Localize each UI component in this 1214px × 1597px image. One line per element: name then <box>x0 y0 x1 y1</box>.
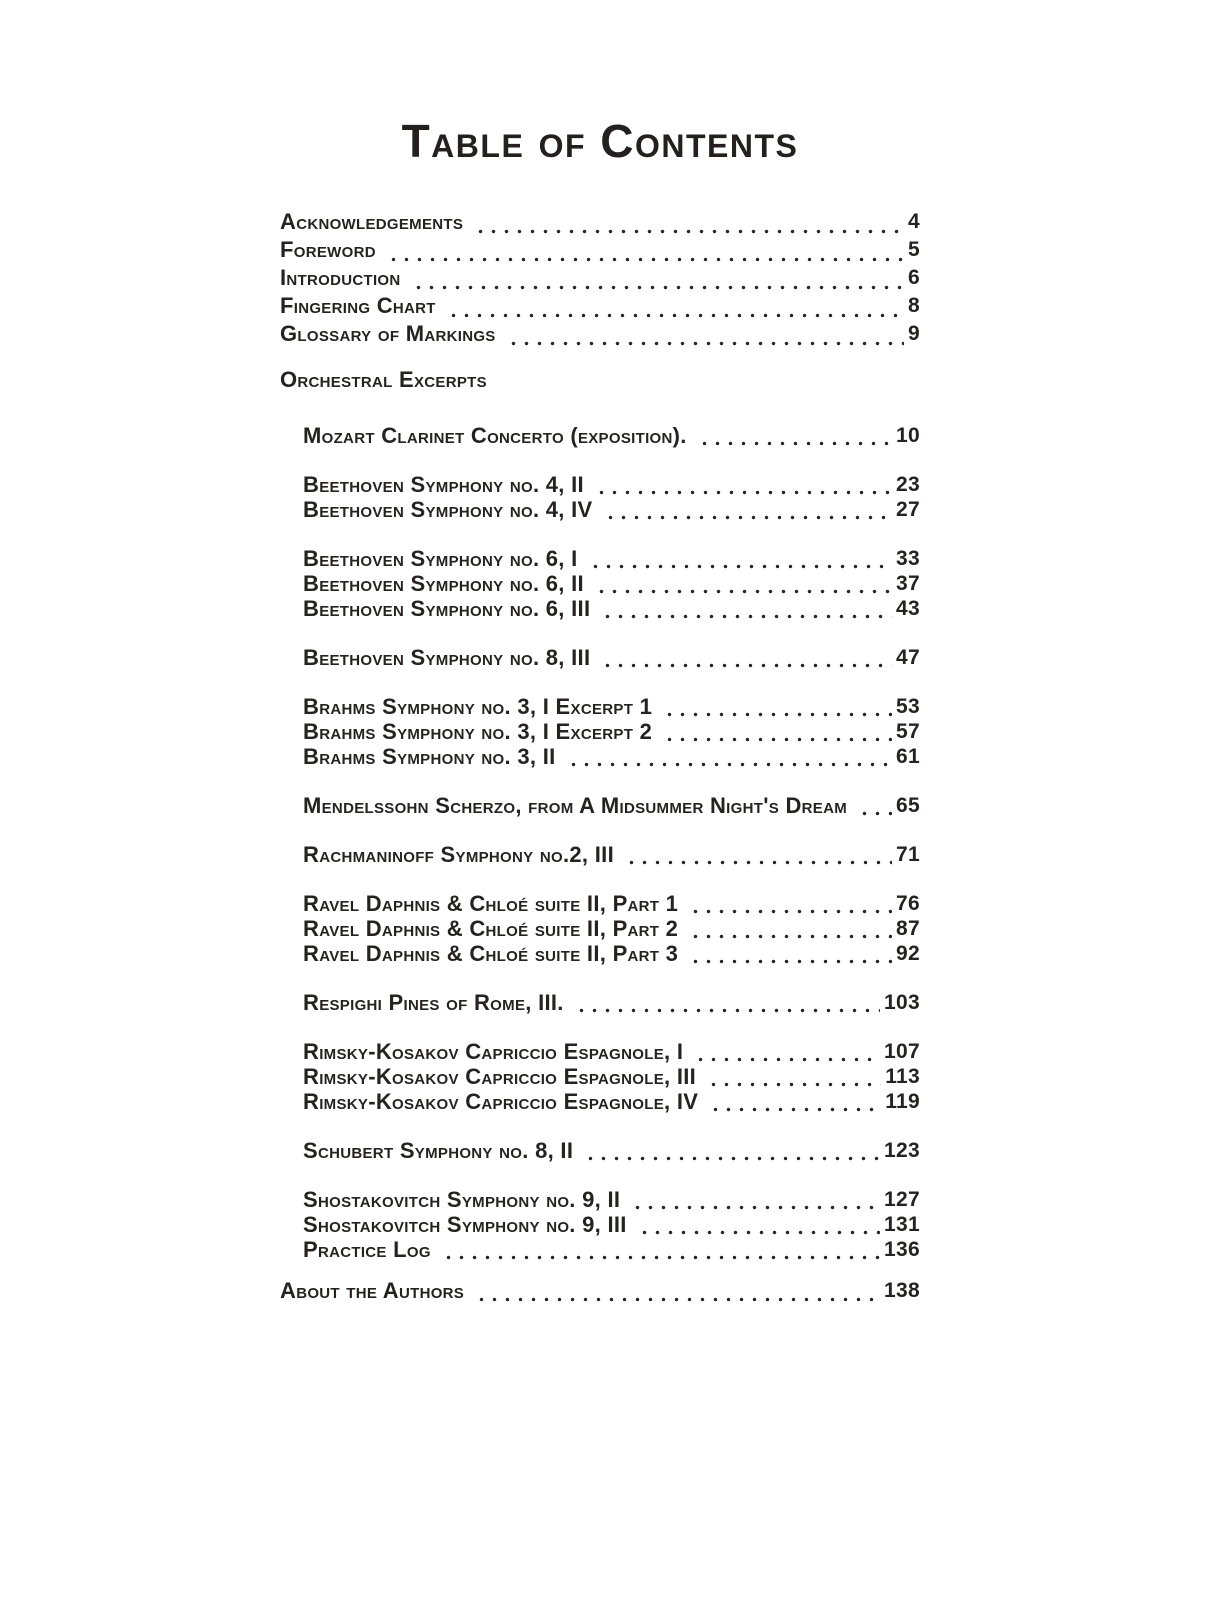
toc-group <box>280 694 920 769</box>
toc-row <box>280 292 920 320</box>
toc-entry-label: Rimsky-Kosakov Capriccio Espagnole, III <box>303 1064 697 1089</box>
page-title: Table of Contents <box>401 115 799 167</box>
toc-row <box>280 891 920 916</box>
dot-leader <box>505 320 904 348</box>
toc-row <box>280 320 920 348</box>
toc-row <box>280 694 920 719</box>
toc-entry-label: Brahms Symphony no. 3, II <box>303 744 556 769</box>
dot-leader <box>410 264 904 292</box>
toc-entry-label: About the Authors <box>280 1278 465 1303</box>
dot-leader <box>602 497 893 522</box>
dot-leader <box>687 916 892 941</box>
dot-leader <box>687 941 892 966</box>
dot-leader <box>856 793 892 818</box>
dot-leader <box>440 1237 880 1262</box>
toc-group <box>280 472 920 522</box>
back-matter-list <box>280 1278 920 1304</box>
dot-leader <box>473 1279 880 1304</box>
dot-leader <box>593 571 892 596</box>
toc-entry-label: Acknowledgements <box>280 209 464 234</box>
page-number: 37 <box>896 572 920 595</box>
toc-row <box>280 793 920 818</box>
page-number: 9 <box>908 322 920 345</box>
page-number: 4 <box>908 210 920 233</box>
page-number: 8 <box>908 294 920 317</box>
page-number: 103 <box>884 991 920 1014</box>
toc-row <box>280 596 920 621</box>
page-number: 43 <box>896 597 920 620</box>
page-number: 57 <box>896 720 920 743</box>
dot-leader <box>636 1212 880 1237</box>
toc-row <box>280 941 920 966</box>
toc-row <box>280 423 920 448</box>
dot-leader <box>472 208 904 236</box>
toc-group <box>280 1138 920 1163</box>
page-number: 119 <box>885 1090 920 1113</box>
page-number: 123 <box>884 1139 920 1162</box>
page-number: 61 <box>896 745 920 768</box>
toc-entry-label: Schubert Symphony no. 8, II <box>303 1138 574 1163</box>
toc-entry-label: Practice Log <box>303 1237 431 1262</box>
toc-row <box>280 1187 920 1212</box>
dot-leader <box>629 1187 880 1212</box>
page-number: 33 <box>896 547 920 570</box>
toc-row <box>280 1278 920 1304</box>
page-number: 127 <box>884 1188 920 1211</box>
toc-group <box>280 793 920 818</box>
dot-leader <box>705 1064 881 1089</box>
toc-row <box>280 719 920 744</box>
page-number: 23 <box>896 473 920 496</box>
toc-entry-label: Mozart Clarinet Concerto (exposition). <box>303 423 687 448</box>
page-number: 47 <box>896 646 920 669</box>
page-number: 65 <box>896 794 920 817</box>
toc-row <box>280 497 920 522</box>
toc-group <box>280 1187 920 1262</box>
dot-leader <box>573 990 880 1015</box>
toc-group <box>280 842 920 867</box>
toc-entry-label: Shostakovitch Symphony no. 9, II <box>303 1187 621 1212</box>
page-number: 5 <box>908 238 920 261</box>
page-number: 107 <box>884 1040 920 1063</box>
dot-leader <box>599 596 892 621</box>
toc-entry-label: Beethoven Symphony no. 6, II <box>303 571 584 596</box>
toc-row <box>280 1089 920 1114</box>
dot-leader <box>565 744 892 769</box>
dot-leader <box>696 423 892 448</box>
dot-leader <box>445 292 904 320</box>
toc-entry-label: Shostakovitch Symphony no. 9, III <box>303 1212 627 1237</box>
page-number: 27 <box>896 498 920 521</box>
toc-row <box>280 1237 920 1262</box>
page-number: 53 <box>896 695 920 718</box>
toc-row <box>280 842 920 867</box>
toc-entry-label: Mendelssohn Scherzo, from A Midsummer Night's Dream <box>303 793 848 818</box>
toc-row <box>280 916 920 941</box>
page-number: 131 <box>884 1213 920 1236</box>
page-number: 136 <box>884 1238 920 1261</box>
toc-row <box>280 264 920 292</box>
page-number: 92 <box>896 942 920 965</box>
toc-entry-label: Beethoven Symphony no. 6, III <box>303 596 591 621</box>
dot-leader <box>587 546 892 571</box>
dot-leader <box>593 472 892 497</box>
toc-row <box>280 208 920 236</box>
toc-entry-label: Ravel Daphnis & Chloé suite II, Part 1 <box>303 891 679 916</box>
dot-leader <box>623 842 892 867</box>
toc-entry-label: Introduction <box>280 265 401 290</box>
page-number: 87 <box>896 917 920 940</box>
toc-row <box>280 1039 920 1064</box>
toc-row <box>280 571 920 596</box>
toc-entry-label: Brahms Symphony no. 3, I Excerpt 1 <box>303 694 653 719</box>
toc-row <box>280 1212 920 1237</box>
toc-group <box>280 546 920 621</box>
dot-leader <box>692 1039 880 1064</box>
toc-row <box>280 1138 920 1163</box>
toc-entry-label: Rachmaninoff Symphony no.2, III <box>303 842 614 867</box>
toc-group <box>280 891 920 966</box>
dot-leader <box>707 1089 881 1114</box>
dot-leader <box>385 236 904 264</box>
toc-row <box>280 645 920 670</box>
toc-entry-label: Beethoven Symphony no. 4, II <box>303 472 584 497</box>
toc-entry-label: Beethoven Symphony no. 4, IV <box>303 497 593 522</box>
page-number: 76 <box>896 892 920 915</box>
page-number: 113 <box>885 1065 920 1088</box>
toc-entry-label: Ravel Daphnis & Chloé suite II, Part 2 <box>303 916 679 941</box>
toc-group <box>280 1039 920 1114</box>
toc-entry-label: Fingering Chart <box>280 293 436 318</box>
toc-group <box>280 423 920 448</box>
toc-entry-label: Beethoven Symphony no. 8, III <box>303 645 591 670</box>
toc-entry-label: Rimsky-Kosakov Capriccio Espagnole, IV <box>303 1089 699 1114</box>
dot-leader <box>687 891 892 916</box>
toc-entry-label: Glossary of Markings <box>280 321 496 346</box>
toc-entry-label: Brahms Symphony no. 3, I Excerpt 2 <box>303 719 653 744</box>
toc-group <box>280 990 920 1015</box>
dot-leader <box>661 694 892 719</box>
front-matter-list <box>280 208 920 348</box>
toc-row <box>280 744 920 769</box>
toc-row <box>280 546 920 571</box>
page-number: 138 <box>884 1279 920 1302</box>
page-number: 10 <box>896 424 920 447</box>
dot-leader <box>582 1138 880 1163</box>
toc-group <box>280 645 920 670</box>
section-header-orchestral-excerpts: Orchestral Excerpts <box>280 367 487 392</box>
page-number: 71 <box>896 843 920 866</box>
toc-content-column <box>280 0 920 1304</box>
toc-row <box>280 1064 920 1089</box>
toc-row <box>280 472 920 497</box>
dot-leader <box>599 645 892 670</box>
toc-entry-label: Foreword <box>280 237 376 262</box>
dot-leader <box>661 719 892 744</box>
toc-entry-label: Respighi Pines of Rome, III. <box>303 990 564 1015</box>
toc-row <box>280 236 920 264</box>
excerpts-list <box>280 423 920 1262</box>
toc-entry-label: Beethoven Symphony no. 6, I <box>303 546 578 571</box>
toc-entry-label: Ravel Daphnis & Chloé suite II, Part 3 <box>303 941 679 966</box>
toc-entry-label: Rimsky-Kosakov Capriccio Espagnole, I <box>303 1039 684 1064</box>
page-number: 6 <box>908 266 920 289</box>
toc-row <box>280 990 920 1015</box>
